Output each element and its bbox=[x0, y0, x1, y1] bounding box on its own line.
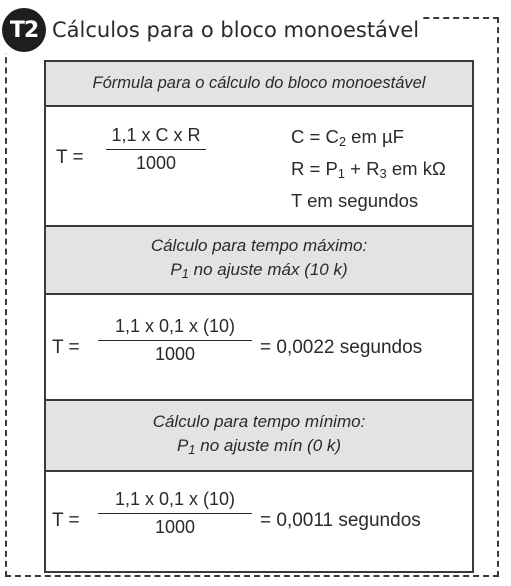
min-calc-lhs: T = bbox=[52, 510, 80, 531]
header-title: Cálculos para o bloco monoestável bbox=[52, 18, 420, 42]
max-calc-lhs: T = bbox=[52, 337, 80, 358]
definition-t: T em segundos bbox=[291, 190, 419, 211]
formula-title-row bbox=[46, 62, 472, 107]
max-section-row bbox=[46, 227, 472, 295]
formula-definitions bbox=[291, 123, 446, 214]
header bbox=[2, 7, 422, 53]
max-calc-denominator: 1000 bbox=[154, 344, 196, 364]
min-calc-row bbox=[46, 472, 472, 571]
formula-fraction bbox=[106, 125, 206, 174]
formula-table bbox=[44, 60, 474, 573]
min-section-condition: $P_1$ no ajuste mín (0 k) bbox=[176, 435, 342, 457]
formula-numerator: 1,1 x C x R bbox=[106, 125, 206, 150]
min-section-row bbox=[46, 401, 472, 472]
max-section-condition: $P_1$ no ajuste máx (10 k) bbox=[170, 260, 348, 281]
max-calc-result: = 0,0022 segundos bbox=[260, 337, 423, 358]
max-calc-numerator: 1,1 x 0,1 x (10) bbox=[98, 316, 252, 341]
min-calc-denominator: 1000 bbox=[154, 517, 196, 537]
max-calc-fraction bbox=[98, 316, 252, 365]
definition-r: $R = P_1 + R_3$ em kΩ bbox=[291, 158, 446, 181]
definition-c: $C = C_2$ em µF bbox=[291, 126, 404, 149]
max-section-title: Cálculo para tempo máximo: bbox=[150, 236, 368, 255]
min-calc-fraction bbox=[98, 489, 252, 538]
min-section-title: Cálculo para tempo mínimo: bbox=[152, 411, 366, 431]
formula-denominator: 1000 bbox=[135, 153, 177, 173]
formula-title: Fórmula para o cálculo do bloco monoestável bbox=[92, 74, 426, 92]
section-badge: T2 bbox=[2, 8, 46, 52]
formula-lhs: T = bbox=[56, 147, 84, 168]
formula-row bbox=[46, 107, 472, 227]
max-calc-row bbox=[46, 295, 472, 401]
min-calc-numerator: 1,1 x 0,1 x (10) bbox=[98, 489, 252, 514]
min-calc-result: = 0,0011 segundos bbox=[260, 510, 421, 531]
